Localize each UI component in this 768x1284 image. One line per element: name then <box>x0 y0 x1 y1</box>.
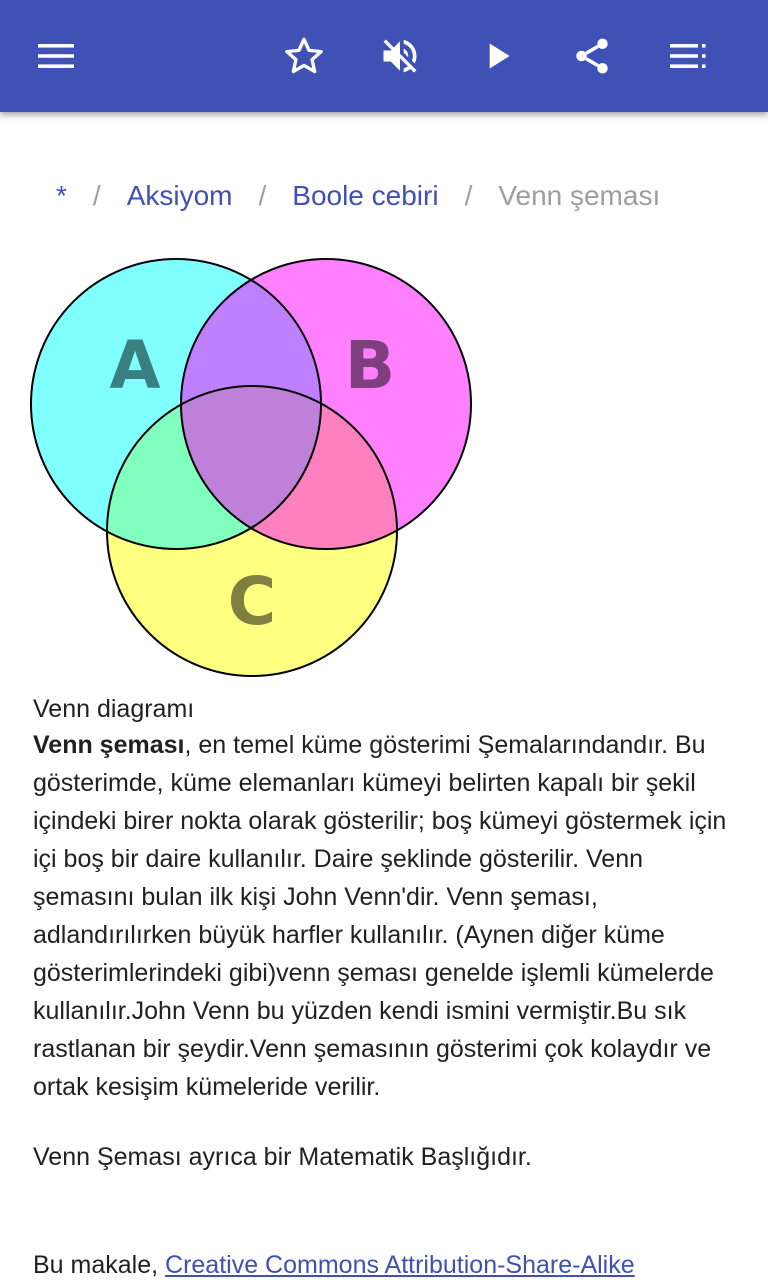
breadcrumb <box>56 180 660 212</box>
venn-diagram[interactable] <box>30 256 474 678</box>
set-b-label: B <box>344 327 396 404</box>
breadcrumb-item-boole-cebiri[interactable]: Boole cebiri <box>292 180 439 211</box>
article-paragraph-text: , en temel küme gösterimi Şemalarındandır. Bu gösterimde, küme elemanları kümeyi belirten kapalı bir şekil içindeki birer nokta olarak gösterilir; boş kümeyi göstermek için içi boş bir daire kullanılır. Daire şeklinde gösterilir. Venn şemasını bulan ilk kişi John Venn'dir. Venn şeması, adlandırılırken büyük harfler kullanılır. (Aynen diğer küme gösterimlerindeki gibi)venn şeması genelde işlemli kümelerde kullanılır.John Venn bu yüzden kendi ismini vermiştir.Bu sık rastlanan bir şeydir.Venn şemasının gösterimi çok kolaydır ve ortak kesişim kümeleride verilir. <box>33 731 727 1101</box>
set-a-label: A <box>109 327 161 404</box>
license-line <box>33 1246 635 1284</box>
star-outline-icon[interactable] <box>276 28 332 84</box>
article-paragraph <box>33 726 733 1106</box>
play-icon[interactable] <box>470 28 526 84</box>
menu-icon[interactable] <box>28 28 84 84</box>
volume-off-icon[interactable] <box>372 28 428 84</box>
app-bar <box>0 0 768 112</box>
set-c-label: C <box>227 563 277 640</box>
breadcrumb-separator: / <box>464 180 473 211</box>
breadcrumb-item-aksiyom[interactable]: Aksiyom <box>126 180 233 211</box>
breadcrumb-item-root[interactable]: * <box>56 180 67 211</box>
breadcrumb-separator: / <box>258 180 267 211</box>
breadcrumb-separator: / <box>92 180 101 211</box>
figure-caption: Venn diagramı <box>33 695 195 723</box>
article-note: Venn Şeması ayrıca bir Matematik Başlığıdır. <box>33 1143 532 1171</box>
article-term: Venn şeması <box>33 731 185 759</box>
breadcrumb-current: Venn şeması <box>498 180 661 211</box>
license-link[interactable]: Creative Commons Attribution-Share-Alike <box>165 1251 635 1279</box>
playlist-icon[interactable] <box>660 28 716 84</box>
share-icon[interactable] <box>564 28 620 84</box>
license-prefix: Bu makale, <box>33 1251 166 1279</box>
